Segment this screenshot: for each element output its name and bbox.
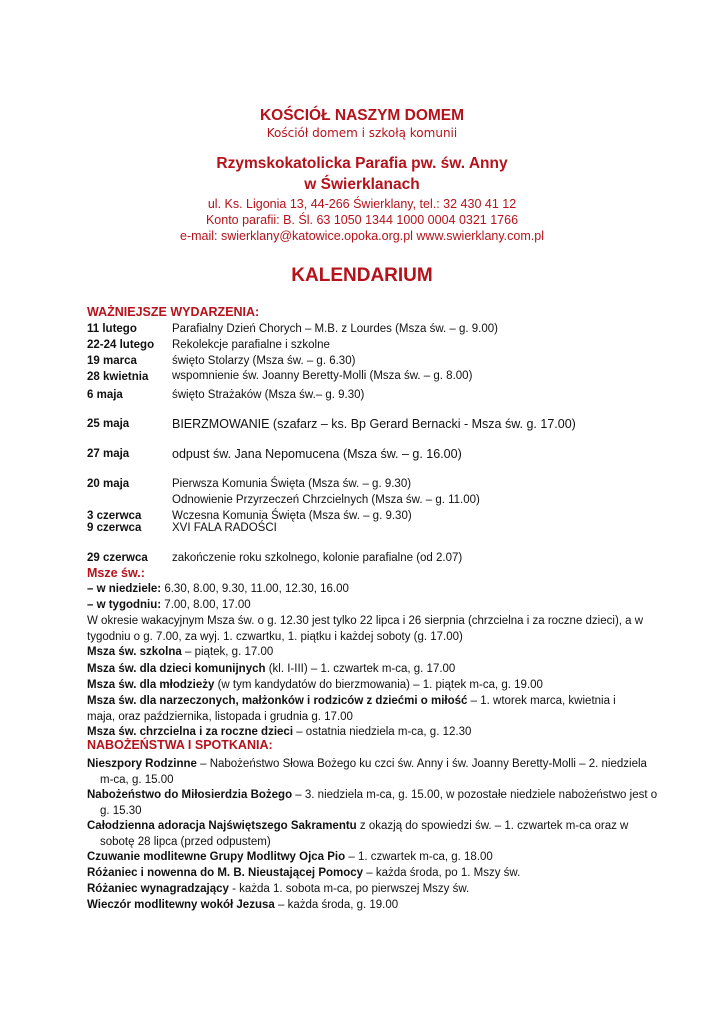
couples-mass-text: – 1. wtorek marca, kwietnia i maja, oraz października, listopada i grudnia g. 17.00 [87,695,616,723]
school-mass-label: Msza św. szkolna [87,646,182,658]
divine-mercy [87,787,660,819]
communion-mass [87,661,647,677]
reparation-rosary [87,881,647,897]
adoration [87,818,660,850]
evening-prayer [87,897,647,913]
sunday-label: – w niedziele: [87,583,162,595]
kalendarium-title: KALENDARIUM [291,265,433,286]
vespers-text: – Nabożeństwo Słowa Bożego ku czci św. Anny i św. Joanny Beretty-Molli – 2. niedziela m-ca, g. 15.00 [100,758,647,786]
event-date: 20 maja [87,478,130,490]
event-text: Wczesna Komunia Święta (Msza św. – g. 9.30) [172,510,412,522]
event-date: 6 maja [87,389,123,401]
adoration-text: z okazją do spowiedzi św. – 1. czwartek m-ca oraz w sobotę 28 lipca (przed odpustem) [100,820,629,848]
vespers-label: Nieszpory Rodzinne [87,758,197,770]
mercy-text: – 3. niedziela m-ca, g. 15.00, w pozostałe niedziele nabożeństwo jest o g. 15.30 [100,789,658,817]
weekday-masses [87,597,647,613]
sunday-times: 6.30, 8.00, 9.30, 11.00, 12.30, 16.00 [161,583,349,595]
baptism-mass-label: Msza św. chrzcielna i za roczne dzieci [87,726,294,738]
youth-mass-text: (w tym kandydatów do bierzmowania) – 1. piątek m-ca, g. 19.00 [214,679,543,691]
event-text: Odnowienie Przyrzeczeń Chrzcielnych (Msza św. – g. 11.00) [172,494,480,506]
weekday-label: – w tygodniu: [87,599,162,611]
masses-heading: Msze św.: [87,566,145,580]
communion-mass-label: Msza św. dla dzieci komunijnych [87,663,266,675]
event-date: 29 czerwca [87,552,148,564]
adoration-label: Całodzienna adoracja Najświętszego Sakramentu [87,820,357,832]
event-text: zakończenie roku szkolnego, kolonie parafialne (od 2.07) [172,552,463,564]
couples-mass [87,693,647,725]
event-text: XVI FALA RADOŚCI [172,522,277,534]
event-date: 9 czerwca [87,522,142,534]
event-date: 19 marca [87,355,137,367]
mercy-label: Nabożeństwo do Miłosierdzia Bożego [87,789,293,801]
school-mass [87,644,647,660]
evening-text: – każda środa, g. 19.00 [274,899,399,911]
parish-contact: e-mail: swierklany@katowice.opoka.org.pl www.swierklany.com.pl [180,229,544,243]
holiday-note: W okresie wakacyjnym Msza św. o g. 12.30 jest tylko 22 lipca i 26 sierpnia (chrzcielna i za roczne dzieci), a w tygodniu o g. 7.00, za wyj. 1. czwartku, 1. piątku i każdej soboty (g. 17.00) [87,615,644,643]
event-date: 3 czerwca [87,510,142,522]
event-text: Pierwsza Komunia Święta (Msza św. – g. 9.30) [172,478,412,490]
vigil-label: Czuwanie modlitewne Grupy Modlitwy Ojca Pio [87,851,346,863]
youth-mass [87,677,647,693]
evening-label: Wieczór modlitewny wokół Jezusa [87,899,275,911]
baptism-mass-text: – ostatnia niedziela m-ca, g. 12.30 [293,726,472,738]
sunday-masses [87,581,647,597]
event-text: Parafialny Dzień Chorych – M.B. z Lourdes (Msza św. – g. 9.00) [172,323,498,335]
event-text: wspomnienie św. Joanny Beretty-Molli (Msza św. – g. 8.00) [172,370,473,382]
rosary-novena [87,865,647,881]
vigil-text: – 1. czwartek m-ca, g. 18.00 [345,851,493,863]
reparation-text: - każda 1. sobota m-ca, po pierwszej Mszy św. [228,883,470,895]
rosary-label: Różaniec i nowenna do M. B. Nieustającej Pomocy [87,867,364,879]
document-title: KOŚCIÓŁ NASZYM DOMEM [259,107,465,124]
family-vespers [87,756,660,788]
events-heading: WAŻNIEJSZE WYDARZENIA: [87,305,260,319]
document-subtitle: Kościół domem i szkołą komunii [266,126,458,140]
parish-account: Konto parafii: B. Śl. 63 1050 1344 1000 0004 0321 1766 [205,213,519,227]
rosary-text: – każda środa, po 1. Mszy św. [363,867,521,879]
parish-name-line2: w Świerklanach [304,176,420,193]
parish-name-line1: Rzymskokatolicka Parafia pw. św. Anny [216,155,508,172]
event-date: 28 kwietnia [87,371,149,383]
event-date: 22-24 lutego [87,339,155,351]
couples-mass-label: Msza św. dla narzeczonych, małżonków i rodziców z dziećmi o miłość [87,695,468,707]
event-date: 27 maja [87,448,130,460]
parish-address: ul. Ks. Ligonia 13, 44-266 Świerklany, tel.: 32 430 41 12 [207,197,517,211]
prayer-vigil [87,849,647,865]
services-heading: NABOŻEŃSTWA I SPOTKANIA: [87,738,273,752]
weekday-times: 7.00, 8.00, 17.00 [161,599,251,611]
event-date: 25 maja [87,418,130,430]
event-text: BIERZMOWANIE (szafarz – ks. Bp Gerard Bernacki - Msza św. g. 17.00) [172,417,576,431]
event-text: Rekolekcje parafialne i szkolne [172,339,330,351]
event-date: 11 lutego [87,323,137,335]
event-text: święto Strażaków (Msza św.– g. 9.30) [172,389,365,401]
communion-mass-text: (kl. I-III) – 1. czwartek m-ca, g. 17.00 [265,663,456,675]
event-text: odpust św. Jana Nepomucena (Msza św. – g. 16.00) [172,447,462,461]
youth-mass-label: Msza św. dla młodzieży [87,679,215,691]
reparation-label: Różaniec wynagradzający [87,883,229,895]
event-text: święto Stolarzy (Msza św. – g. 6.30) [172,355,356,367]
school-mass-text: – piątek, g. 17.00 [181,646,274,658]
